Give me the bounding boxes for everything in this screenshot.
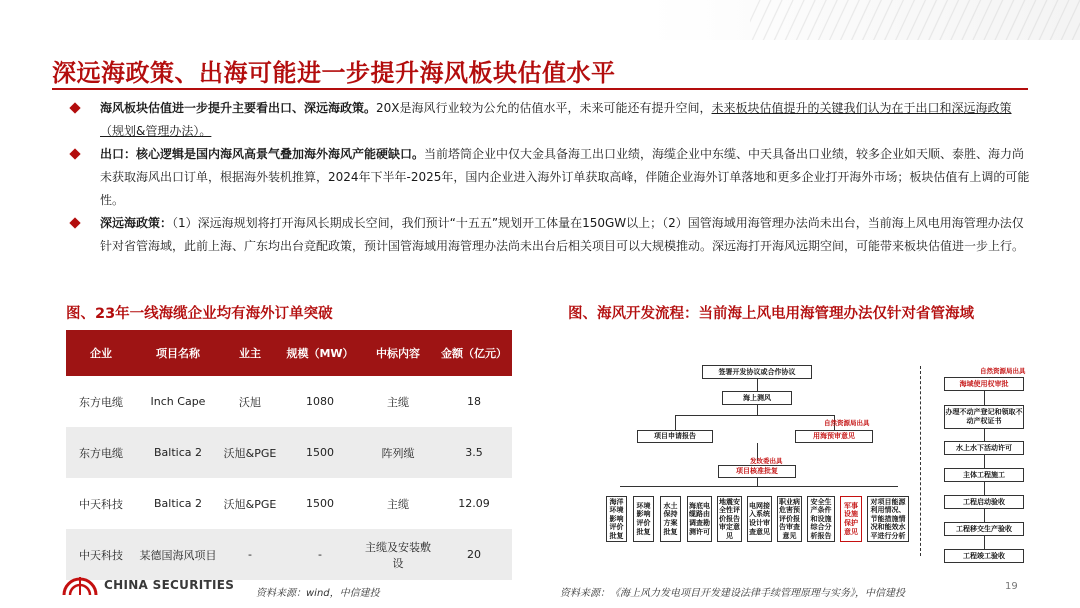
table-cell: 某德国海风项目 xyxy=(136,529,220,580)
flow-connector xyxy=(984,429,985,441)
bullet-lead: 深远海政策： xyxy=(100,216,173,230)
flow-step-sea-use-right: 海域使用权审批 xyxy=(944,377,1024,391)
right-figure-source: 资料来源：《海上风力发电项目开发建设法律手续管理原理与实务》，中信建投 xyxy=(560,588,905,599)
flow-substep: 环境影响评价批复 xyxy=(633,496,654,542)
bullet-item-export xyxy=(66,143,1032,212)
flow-step-sea-use-preview: 用海预审意见 xyxy=(795,430,873,443)
table-cell: Baltica 2 xyxy=(154,497,202,510)
table-cell: 沃旭&PGE xyxy=(220,427,280,478)
china-securities-logo-icon xyxy=(62,571,98,597)
column-header: 业主 xyxy=(220,330,280,376)
flow-substep: 海底电缆路由调查勘测许可 xyxy=(687,496,712,542)
table-row xyxy=(66,478,512,529)
page-title: 深远海政策、出海可能进一步提升海风板块估值水平 xyxy=(52,59,616,87)
table-cell: 主缆及安装敷设 xyxy=(360,529,436,580)
table-cell: 18 xyxy=(467,395,481,408)
table-cell: 中天科技 xyxy=(79,497,123,511)
flow-dashed-divider xyxy=(920,366,921,556)
flow-step-project-application: 项目申请报告 xyxy=(637,430,713,443)
flow-connector xyxy=(984,509,985,522)
page-number: 19 xyxy=(1005,581,1018,592)
diamond-bullet-icon xyxy=(69,102,80,113)
left-figure-title: 图、23年一线海缆企业均有海外订单突破 xyxy=(66,306,333,322)
development-flowchart xyxy=(600,360,1030,570)
logo-text: CHINA SECURITIES xyxy=(104,578,235,592)
table-cell: 阵列缆 xyxy=(360,427,436,478)
flow-step-handover-acceptance: 工程移交生产验收 xyxy=(944,522,1024,536)
flow-note-natural-resources: 自然资源局出具 xyxy=(824,419,870,427)
flow-substep: 对项目能源利用情况、节能措施情况和能效水平进行分析 xyxy=(867,496,909,542)
flow-connector xyxy=(984,455,985,468)
table-cell: 主缆 xyxy=(387,497,409,511)
flow-connector xyxy=(757,478,758,486)
column-header: 项目名称 xyxy=(136,330,220,376)
bullet-item-valuation xyxy=(66,97,1032,143)
table-cell: 1500 xyxy=(306,497,334,510)
table-header-row xyxy=(66,330,512,376)
flow-step-underwater-permit: 水上水下活动许可 xyxy=(944,441,1024,455)
column-header: 中标内容 xyxy=(360,330,436,376)
flow-step-startup-acceptance: 工程启动验收 xyxy=(944,495,1024,509)
flow-step-sign-agreement: 签署开发协议或合作协议 xyxy=(702,365,812,379)
flow-connector xyxy=(984,391,985,405)
flow-substep: 安全生产条件和设施综合分析报告 xyxy=(807,496,835,542)
table-cell: 中天科技 xyxy=(66,529,136,580)
table-cell: 东方电缆 xyxy=(66,427,136,478)
table-cell: 1080 xyxy=(306,395,334,408)
column-header: 规模（MW） xyxy=(280,330,360,376)
bullet-text: 当前塔筒企业中仅大金具备海工出口业绩，海缆企业中东缆、中天具备出口业绩，较多企业如天顺、泰胜、海力尚未获取海风出口订单，根据海外装机推算，2024年下半年-2025年，国内企业进入海外订单获取高峰，伴随企业海外订单落地和更多企业打开海外市场；板块估值有上调的可能性。 xyxy=(100,147,1030,207)
table-cell: 主缆 xyxy=(387,395,409,409)
flow-connector xyxy=(675,415,676,430)
flow-substep: 职业病危害预评价报告审查意见 xyxy=(777,496,802,542)
flow-step-real-estate-registration: 办理不动产登记和领取不动产权证书 xyxy=(944,405,1024,429)
right-figure-title: 图、海风开发流程：当前海上风电用海管理办法仅针对省管海域 xyxy=(568,306,974,322)
flow-note-natural-resources-2: 自然资源局出具 xyxy=(980,367,1026,375)
overseas-orders-table xyxy=(66,330,512,580)
flow-connector xyxy=(984,536,985,549)
table-cell: 12.09 xyxy=(458,497,490,510)
bullet-lead: 出口：核心逻辑是国内海风高景气叠加海外海风产能硬缺口。 xyxy=(100,147,425,161)
bullet-underlined-text: 未来板块估值提升的关键我们认为在于出口和深远海政策（规划&管理办法）。 xyxy=(100,101,1012,138)
flow-substep-military: 军事设施保护意见 xyxy=(840,496,862,542)
flow-substep: 海洋环境影响评价批复 xyxy=(606,496,627,542)
left-figure-source: 资料来源：wind，中信建投 xyxy=(256,588,380,599)
flow-step-wind-measurement: 海上测风 xyxy=(722,391,792,405)
table-cell: 20 xyxy=(436,529,512,580)
flow-step-project-approval: 项目核准批复 xyxy=(718,465,796,478)
table-cell: - xyxy=(220,529,280,580)
table-cell: - xyxy=(280,529,360,580)
flow-step-main-construction: 主体工程施工 xyxy=(944,468,1024,482)
flow-substep: 水土保持方案批复 xyxy=(660,496,681,542)
diamond-bullet-icon xyxy=(69,217,80,228)
table-cell: 沃旭&PGE xyxy=(223,497,277,511)
table-cell: 东方电缆 xyxy=(79,395,123,409)
company-logo xyxy=(62,569,262,599)
column-header: 金额（亿元） xyxy=(436,330,512,376)
flow-connector xyxy=(757,379,758,391)
bullet-text: （1）深远海规划将打开海风长期成长空间，我们预计“十五五”规划开工体量在150GW以上；（2）国管海域用海管理办法尚未出台，当前海上风电用海管理办法仅针对省管海域，此前上海、广东均出台竞配政策，预计国管海域用海管理办法尚未出台后相关项目可以大规模推动。深远海打开海风远期空间，可能带来板块估值进一步上行。 xyxy=(100,216,1025,253)
bullet-lead: 海风板块估值进一步提升主要看出口、深远海政策。 xyxy=(100,101,377,115)
bullet-item-deep-sea-policy xyxy=(66,212,1032,258)
table-cell: Baltica 2 xyxy=(136,427,220,478)
table-cell: 1500 xyxy=(280,427,360,478)
flow-note-reform-commission: 发改委出具 xyxy=(750,457,783,465)
flow-connector xyxy=(620,486,898,487)
bullet-list xyxy=(66,97,1032,258)
flow-substep: 地震安全性评价报告审定意见 xyxy=(717,496,742,542)
bullet-text: 20X是海风行业较为公允的估值水平，未来可能还有提升空间， xyxy=(376,101,712,115)
top-decoration-band xyxy=(0,0,1080,40)
table-row xyxy=(66,376,512,427)
title-divider xyxy=(52,88,1028,90)
flow-step-completion-acceptance: 工程竣工验收 xyxy=(944,549,1024,563)
table-cell: 3.5 xyxy=(436,427,512,478)
diamond-bullet-icon xyxy=(69,148,80,159)
flow-connector xyxy=(675,415,835,416)
table-cell: Inch Cape xyxy=(150,395,206,408)
flow-substep: 电网接入系统设计审查意见 xyxy=(747,496,772,542)
flow-connector xyxy=(757,405,758,415)
column-header: 企业 xyxy=(66,330,136,376)
flow-connector xyxy=(984,482,985,495)
table-cell: 沃旭 xyxy=(239,395,261,409)
table-row xyxy=(66,427,512,478)
